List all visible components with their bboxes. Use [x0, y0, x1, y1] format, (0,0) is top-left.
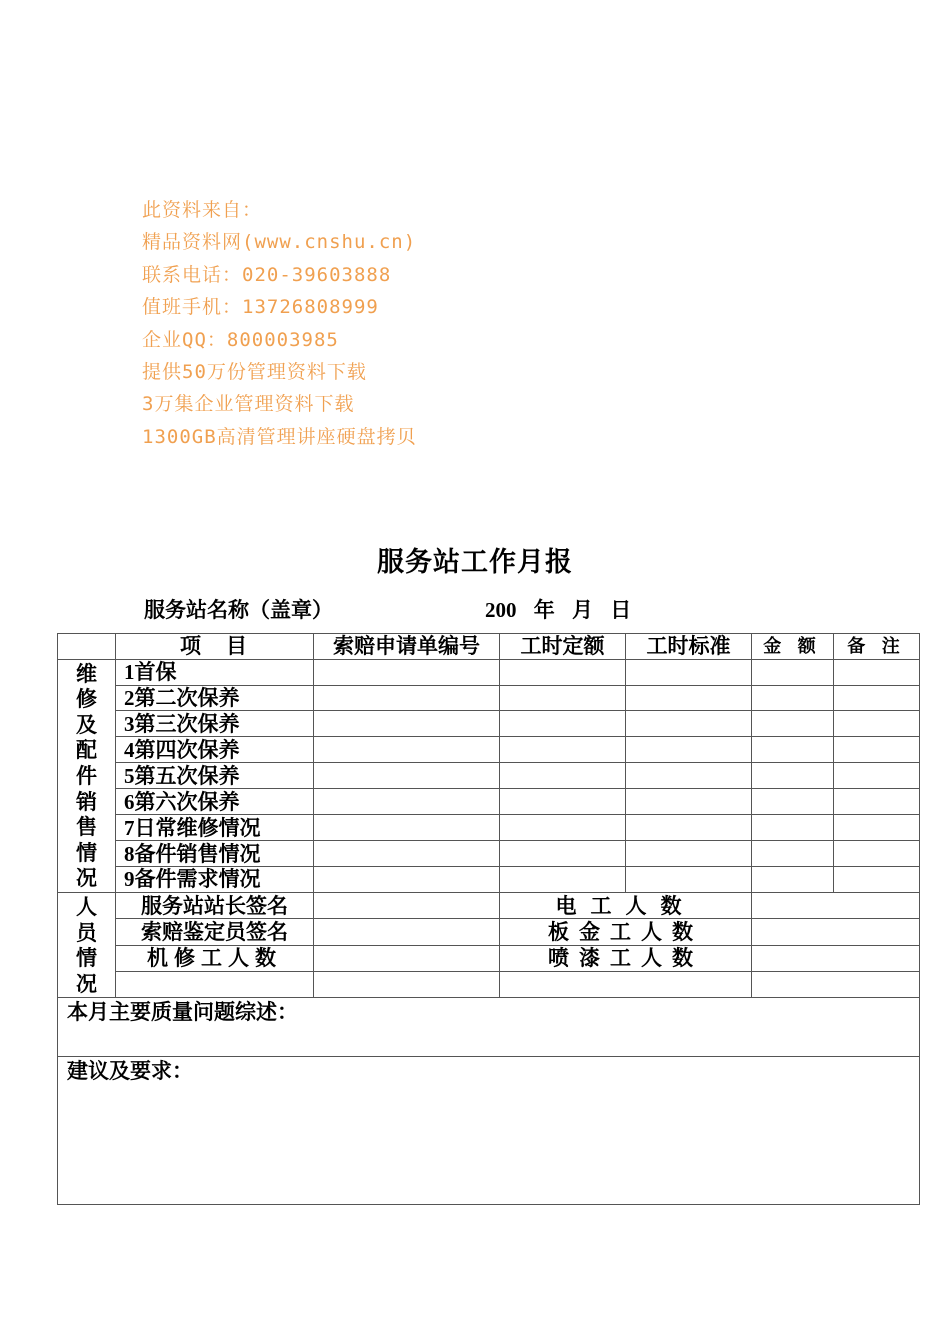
claim-number-cell[interactable] — [314, 789, 500, 815]
staff-label-right: 电工人数 — [500, 892, 752, 918]
amount-cell[interactable] — [752, 763, 834, 789]
staff-empty-cell[interactable] — [314, 971, 500, 997]
header-labor-standard: 工时标准 — [626, 634, 752, 660]
remarks-cell[interactable] — [834, 711, 920, 737]
table-row — [58, 711, 920, 737]
labor-standard-cell[interactable] — [626, 685, 752, 711]
header-item: 项 目 — [116, 634, 314, 660]
advert-line: 3万集企业管理资料下载 — [142, 393, 355, 416]
labor-quota-cell[interactable] — [500, 711, 626, 737]
staff-value-right[interactable] — [752, 919, 920, 945]
amount-cell[interactable] — [752, 841, 834, 867]
advert-line: 联系电话：020-39603888 — [142, 263, 392, 286]
item-label: 7日常维修情况 — [116, 815, 314, 841]
labor-standard-cell[interactable] — [626, 763, 752, 789]
amount-cell[interactable] — [752, 737, 834, 763]
labor-standard-cell[interactable] — [626, 737, 752, 763]
remarks-cell[interactable] — [834, 841, 920, 867]
staff-value-right[interactable] — [752, 892, 920, 918]
labor-standard-cell[interactable] — [626, 866, 752, 892]
table-header-row — [58, 634, 920, 660]
staff-label-left: 机修工人数 — [116, 945, 314, 971]
labor-quota-cell[interactable] — [500, 685, 626, 711]
amount-cell[interactable] — [752, 815, 834, 841]
header-remarks: 备 注 — [834, 634, 920, 660]
staff-value-left[interactable] — [314, 945, 500, 971]
table-row — [58, 737, 920, 763]
claim-number-cell[interactable] — [314, 815, 500, 841]
suggestion-field[interactable] — [58, 1057, 920, 1205]
labor-standard-cell[interactable] — [626, 789, 752, 815]
quality-summary-field[interactable] — [58, 998, 920, 1057]
item-label: 8备件销售情况 — [116, 841, 314, 867]
claim-number-cell[interactable] — [314, 685, 500, 711]
page-title: 服务站工作月报 — [377, 547, 573, 577]
advert-line: 企业QQ：800003985 — [142, 328, 339, 351]
advert-line: 1300GB高清管理讲座硬盘拷贝 — [142, 425, 417, 448]
advert-line: 精品资料网(www.cnshu.cn) — [142, 231, 417, 254]
advert-line: 提供50万份管理资料下载 — [142, 361, 367, 384]
table-row — [58, 866, 920, 892]
claim-number-cell[interactable] — [314, 841, 500, 867]
labor-standard-cell[interactable] — [626, 815, 752, 841]
staff-empty-cell[interactable] — [500, 971, 752, 997]
header-labor-quota: 工时定额 — [500, 634, 626, 660]
table-row — [58, 789, 920, 815]
table-row — [58, 919, 920, 945]
header-claim-number: 索赔申请单编号 — [314, 634, 500, 660]
suggestion-label: 建议及要求： — [67, 1059, 193, 1084]
date-label: 200 年 月 日 — [485, 598, 632, 622]
item-label: 3第三次保养 — [116, 711, 314, 737]
staff-empty-cell[interactable] — [752, 971, 920, 997]
labor-quota-cell[interactable] — [500, 815, 626, 841]
quality-summary-label: 本月主要质量问题综述： — [67, 1000, 298, 1025]
labor-quota-cell[interactable] — [500, 841, 626, 867]
staff-empty-cell[interactable] — [116, 971, 314, 997]
claim-number-cell[interactable] — [314, 711, 500, 737]
labor-quota-cell[interactable] — [500, 737, 626, 763]
header-corner-cell — [58, 634, 116, 660]
staff-value-left[interactable] — [314, 919, 500, 945]
remarks-cell[interactable] — [834, 789, 920, 815]
table-row — [58, 841, 920, 867]
amount-cell[interactable] — [752, 659, 834, 685]
staff-value-left[interactable] — [314, 892, 500, 918]
remarks-cell[interactable] — [834, 659, 920, 685]
advert-block — [142, 194, 417, 453]
item-label: 9备件需求情况 — [116, 866, 314, 892]
claim-number-cell[interactable] — [314, 737, 500, 763]
advert-line: 值班手机：13726808999 — [142, 296, 379, 319]
claim-number-cell[interactable] — [314, 866, 500, 892]
labor-standard-cell[interactable] — [626, 659, 752, 685]
remarks-cell[interactable] — [834, 685, 920, 711]
item-label: 5第五次保养 — [116, 763, 314, 789]
staff-label-left: 索赔鉴定员签名 — [116, 919, 314, 945]
remarks-cell[interactable] — [834, 763, 920, 789]
labor-quota-cell[interactable] — [500, 659, 626, 685]
table-row — [58, 945, 920, 971]
amount-cell[interactable] — [752, 789, 834, 815]
labor-quota-cell[interactable] — [500, 866, 626, 892]
amount-cell[interactable] — [752, 866, 834, 892]
remarks-cell[interactable] — [834, 737, 920, 763]
table-row — [58, 763, 920, 789]
labor-standard-cell[interactable] — [626, 711, 752, 737]
labor-quota-cell[interactable] — [500, 763, 626, 789]
item-label: 2第二次保养 — [116, 685, 314, 711]
table-row — [58, 815, 920, 841]
labor-quota-cell[interactable] — [500, 789, 626, 815]
table-row — [58, 892, 920, 918]
remarks-cell[interactable] — [834, 815, 920, 841]
quality-summary-row — [58, 998, 920, 1057]
staff-label-right: 喷漆工人数 — [500, 945, 752, 971]
amount-cell[interactable] — [752, 685, 834, 711]
table-row — [58, 685, 920, 711]
item-label: 4第四次保养 — [116, 737, 314, 763]
suggestion-row — [58, 1057, 920, 1205]
station-name-label: 服务站名称（盖章） — [144, 598, 333, 622]
item-label: 1首保 — [116, 659, 314, 685]
table-row — [58, 971, 920, 997]
advert-line: 此资料来自： — [142, 199, 263, 221]
labor-standard-cell[interactable] — [626, 841, 752, 867]
monthly-report-table — [57, 633, 920, 1205]
staff-value-right[interactable] — [752, 945, 920, 971]
section-label-maintenance: 维 修 及 配 件 销 售 情 况 — [58, 659, 116, 892]
section-label-staff: 人 员 情 况 — [58, 892, 116, 997]
staff-label-left: 服务站站长签名 — [116, 892, 314, 918]
table-row — [58, 659, 920, 685]
amount-cell[interactable] — [752, 711, 834, 737]
claim-number-cell[interactable] — [314, 659, 500, 685]
staff-label-right: 板金工人数 — [500, 919, 752, 945]
claim-number-cell[interactable] — [314, 763, 500, 789]
item-label: 6第六次保养 — [116, 789, 314, 815]
header-amount: 金 额 — [752, 634, 834, 660]
remarks-cell[interactable] — [834, 866, 920, 892]
